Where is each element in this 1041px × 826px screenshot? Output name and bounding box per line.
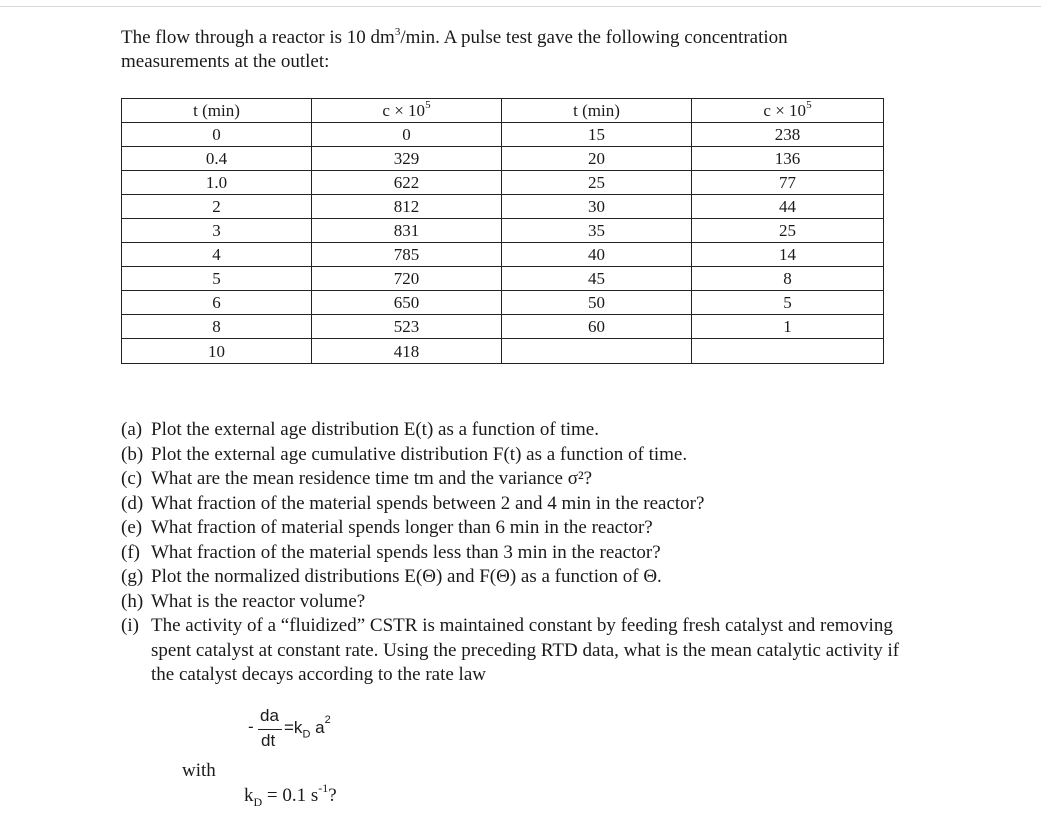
question-text: What is the reactor volume? xyxy=(151,590,366,612)
table-cell: 720 xyxy=(312,267,502,291)
with-label: with xyxy=(182,760,216,781)
table-cell: 4 xyxy=(122,243,312,267)
table-cell: 1.0 xyxy=(122,171,312,195)
table-row xyxy=(122,291,884,315)
table-cell: 20 xyxy=(502,147,692,171)
question-label: (a) xyxy=(121,419,143,440)
table-cell: 15 xyxy=(502,123,692,147)
question-label: (d) xyxy=(121,492,144,514)
table-cell: 44 xyxy=(692,195,884,219)
header-time-2: t (min) xyxy=(502,99,692,123)
table-cell: 60 xyxy=(502,315,692,339)
table-row xyxy=(122,123,884,147)
kd-value: $k_D = 0.1$ $s^{-1}$? xyxy=(244,780,337,809)
question-item xyxy=(121,443,911,468)
table-cell: 650 xyxy=(312,291,502,315)
question-label: (i) xyxy=(121,615,139,636)
fraction-bar xyxy=(258,729,282,730)
table-cell: 8 xyxy=(692,267,884,291)
table-cell: 0 xyxy=(122,123,312,147)
question-list xyxy=(121,418,911,688)
table-cell: 45 xyxy=(502,267,692,291)
question-label: (h) xyxy=(121,590,144,612)
table-cell: 785 xyxy=(312,243,502,267)
table-cell: 6 xyxy=(122,291,312,315)
question-item xyxy=(121,614,911,688)
table-cell: 136 xyxy=(692,147,884,171)
question-item xyxy=(121,590,911,615)
table-row xyxy=(122,315,884,339)
question-label: (b) xyxy=(121,443,144,465)
table-row xyxy=(122,147,884,171)
question-label: (c) xyxy=(121,468,143,489)
equation-denominator: dt xyxy=(261,731,276,750)
question-label: (f) xyxy=(121,541,140,563)
table-cell: 40 xyxy=(502,243,692,267)
equation-numerator: da xyxy=(260,706,279,725)
table-cell: 1 xyxy=(692,315,884,339)
top-divider xyxy=(0,6,1041,7)
table-cell: 3 xyxy=(122,219,312,243)
question-text: What fraction of the material spends between 2 and 4 min in the reactor? xyxy=(151,492,705,514)
table-row xyxy=(122,219,884,243)
table-cell: 14 xyxy=(692,243,884,267)
table-cell: 77 xyxy=(692,171,884,195)
question-item xyxy=(121,516,911,541)
table-cell: 831 xyxy=(312,219,502,243)
table-cell: 622 xyxy=(312,171,502,195)
header-conc-2: $c \times 10^5$ xyxy=(692,99,884,123)
table-row xyxy=(122,339,884,364)
question-text: What fraction of the material spends less than 3 min in the reactor? xyxy=(151,541,661,563)
table-cell: 35 xyxy=(502,219,692,243)
table-cell: 2 xyxy=(122,195,312,219)
table-cell: 30 xyxy=(502,195,692,219)
table-cell xyxy=(502,339,692,364)
question-item xyxy=(121,467,911,492)
question-label: (e) xyxy=(121,517,143,538)
question-item xyxy=(121,492,911,517)
table-cell: 238 xyxy=(692,123,884,147)
table-cell: 8 xyxy=(122,315,312,339)
question-text: Plot the external age cumulative distribution F(t) as a function of time. xyxy=(151,443,688,465)
table-cell: 812 xyxy=(312,195,502,219)
table-cell: 25 xyxy=(692,219,884,243)
table-row xyxy=(122,195,884,219)
table-cell: 25 xyxy=(502,171,692,195)
question-item xyxy=(121,418,911,443)
question-text: What are the mean residence time tm and the variance σ²? xyxy=(151,468,593,489)
concentration-table xyxy=(121,98,884,364)
table-cell: 0 xyxy=(312,123,502,147)
table-cell xyxy=(692,339,884,364)
table-row xyxy=(122,171,884,195)
question-item xyxy=(121,565,911,590)
header-time-1: t (min) xyxy=(122,99,312,123)
header-conc-1: $c \times 10^5$ xyxy=(312,99,502,123)
question-item xyxy=(121,541,911,566)
table-cell: 50 xyxy=(502,291,692,315)
table-cell: 418 xyxy=(312,339,502,364)
table-cell: 329 xyxy=(312,147,502,171)
table-row xyxy=(122,267,884,291)
equation-rhs: $=k_D$ $a^2$ xyxy=(284,714,331,741)
table-cell: 0.4 xyxy=(122,147,312,171)
question-label: (g) xyxy=(121,566,144,587)
table-cell: 5 xyxy=(122,267,312,291)
problem-intro: The flow through a reactor is 10 $dm^3/\min$. A pulse test gave the following concentration measurements at the outlet: xyxy=(121,25,788,72)
table-cell: 10 xyxy=(122,339,312,364)
table-row xyxy=(122,243,884,267)
question-text: The activity of a “fluidized” CSTR is maintained constant by feeding fresh catalyst and removing spent catalyst at constant rate. Using the preceding RTD data, what is the mean catalytic activity if the catalyst decays according to the rate law xyxy=(151,615,900,685)
table-header-row xyxy=(122,99,884,123)
table-cell: 523 xyxy=(312,315,502,339)
question-text: Plot the external age distribution E(t) as a function of time. xyxy=(151,419,599,440)
page: The flow through a reactor is 10 $dm^3/\min$. A pulse test gave the following concentration measurements at the outlet: t (min) $c \times 10^5$ t (min) $c \times 10^5$ 0 0 15 238 0.4 329 20 136 1.0 622 25 77 2 812 30 44 3 831 35 25 4 785 40 14 5 720 45 8 6 650 50 5 8 523 60 1 10 418 (a) Plot the external age distribution E(t) as a function of time. (b) Plot the external age cumulative distribution F(t) as a function of time. (c) What are the mean residence time tm and the variance σ²? (d) What fraction of the material spends between 2 and 4 min in the reactor? (e) What fraction of material spends longer than 6 min in the reactor? (f) What fraction of the material spends less than 3 min in the reactor? (g) Plot the normalized distributions E(Θ) and F(Θ) as a function of Θ. (h) What is the reactor volume? (i) The activity of a “fluidized” CSTR is maintained constant by feeding fresh catalyst and removing spent catalyst at constant rate. Using the preceding RTD data, what is the mean catalytic activity if the catalyst decays according to the rate law - da dt $=k_D$ $a^2$ with $k_D = 0.1$ $s^{-1}$? xyxy=(0,0,1041,826)
table-cell: 5 xyxy=(692,291,884,315)
question-text: Plot the normalized distributions E(Θ) and F(Θ) as a function of Θ. xyxy=(151,566,662,587)
question-text: What fraction of material spends longer than 6 min in the reactor? xyxy=(151,517,653,538)
